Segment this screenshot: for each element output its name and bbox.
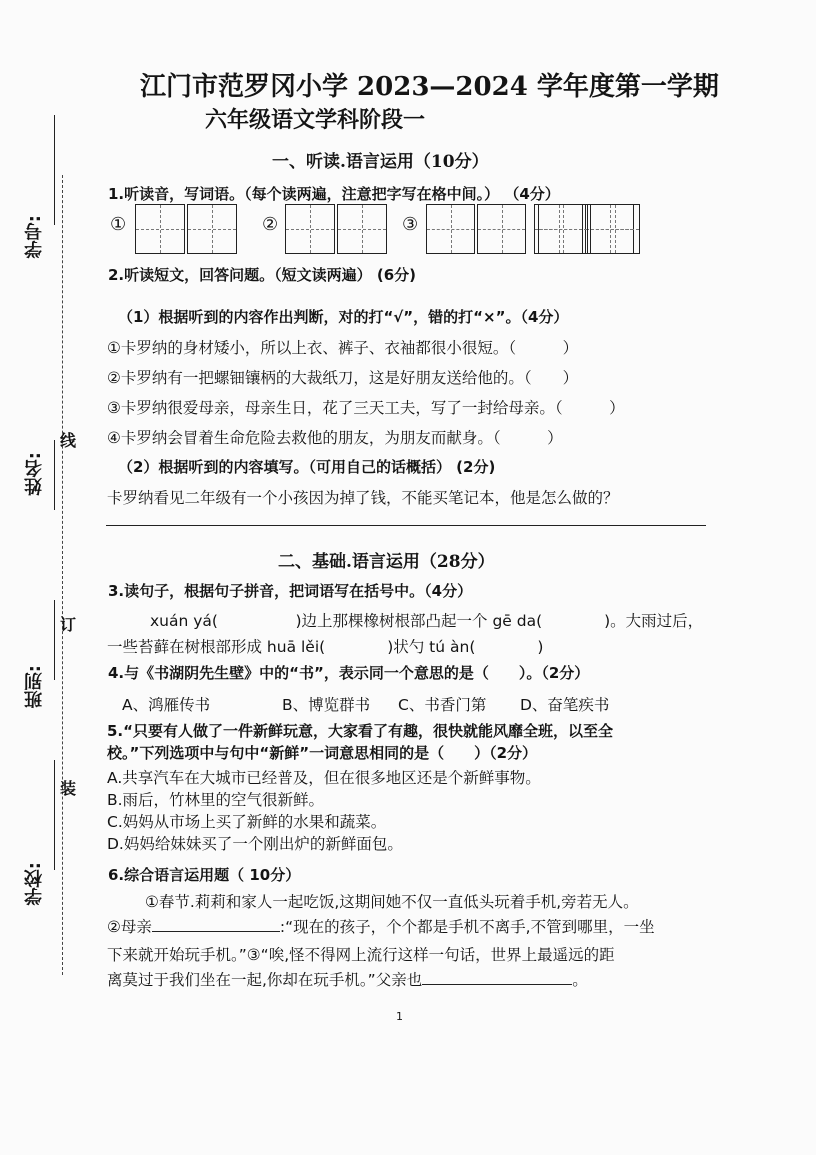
q5-option-d: D.妈妈给妹妹买了一个刚出炉的新鲜面包。 bbox=[107, 835, 403, 853]
q5-option-b: B.雨后，竹林里的空气很新鲜。 bbox=[107, 791, 325, 809]
q2-prompt: 2.听读短文，回答问题。（短文读两遍） (6分) bbox=[108, 266, 417, 284]
name-label: 姓名: bbox=[24, 452, 45, 496]
q6-line3: 下来就开始玩手机。”③“唉,怪不得网上流行这样一句话，世界上最遥远的距 bbox=[107, 946, 615, 964]
marker-2: ② bbox=[262, 214, 279, 235]
q6-line2-start: ②母亲 bbox=[107, 918, 152, 936]
q4-option-b: B、博览群书 bbox=[282, 696, 371, 714]
q4-option-a: A、鸿雁传书 bbox=[122, 696, 211, 714]
q6-blank-mother[interactable] bbox=[152, 931, 280, 932]
q6-blank-father[interactable] bbox=[422, 984, 572, 985]
section2-title: 二、基础.语言运用（28分） bbox=[278, 552, 495, 572]
q5-line1: 5.“只要有人做了一件新鲜玩意，大家看了有趣，很快就能风靡全班，以至全 bbox=[107, 722, 613, 740]
q4-prompt: 4.与《书湖阴先生壁》中的“书”，表示同一个意思的是（ ）。（2分） bbox=[108, 664, 590, 682]
id-underline bbox=[54, 115, 55, 225]
writing-grid-3b[interactable] bbox=[538, 204, 648, 254]
judge-item-1: ①卡罗纳的身材矮小，所以上衣、裤子、衣袖都很小很短。（ ） bbox=[107, 339, 579, 357]
q6-line2-end: :“现在的孩子，个个都是手机不离手,不管到哪里，一坐 bbox=[279, 918, 655, 936]
judge-item-3: ③卡罗纳很爱母亲，母亲生日，花了三天工夫，写了一封给母亲。（ ） bbox=[107, 399, 625, 417]
q5-line2: 校。”下列选项中与句中“新鲜”一词意思相同的是（ ）（2分） bbox=[107, 744, 538, 762]
page-subtitle: 六年级语文学科阶段一 bbox=[205, 107, 426, 133]
binding-dashed-line bbox=[62, 175, 63, 975]
q4-option-d: D、奋笔疾书 bbox=[520, 696, 610, 714]
q2-2-prompt: （2）根据听到的内容填写。（可用自己的话概括） (2分) bbox=[118, 458, 496, 476]
q4-option-c: C、书香门第 bbox=[398, 696, 487, 714]
q1-prompt: 1.听读音，写词语。（每个读两遍，注意把字写在格中间。） （4分） bbox=[108, 185, 560, 203]
q2-1-prompt: （1）根据听到的内容作出判断，对的打“√”，错的打“×”。（4分） bbox=[118, 308, 569, 326]
q6-line4-start: 离莫过于我们坐在一起,你却在玩手机。”父亲也 bbox=[107, 971, 423, 989]
school-label: 学校: bbox=[24, 862, 45, 906]
binding-mark-ding: 订 bbox=[60, 615, 77, 634]
q6-line4-end: 。 bbox=[572, 971, 588, 989]
marker-3: ③ bbox=[402, 214, 419, 235]
class-underline bbox=[54, 600, 55, 680]
q3-prompt: 3.读句子，根据句子拼音，把词语写在括号中。（4分） bbox=[108, 582, 473, 600]
binding-mark-line: 线 bbox=[60, 431, 77, 450]
page-number: 1 bbox=[396, 1010, 403, 1023]
name-underline bbox=[54, 440, 55, 510]
q6-line4 bbox=[107, 968, 588, 990]
q6-line2 bbox=[107, 915, 655, 937]
q5-option-c: C.妈妈从市场上买了新鲜的水果和蔬菜。 bbox=[107, 813, 387, 831]
marker-1: ① bbox=[110, 214, 127, 235]
writing-grid-2[interactable] bbox=[285, 204, 389, 254]
school-underline bbox=[54, 760, 55, 870]
q5-option-a: A.共享汽车在大城市已经普及，但在很多地区还是个新鲜事物。 bbox=[107, 769, 541, 787]
binding-mark-zhuang: 装 bbox=[60, 779, 77, 798]
q3-line2: 一些苔藓在树根部形成 huā lěi( )状勺 tú àn( ) bbox=[107, 638, 544, 656]
section1-title: 一、听读.语言运用（10分） bbox=[272, 152, 489, 172]
judge-item-2: ②卡罗纳有一把螺钿镶柄的大裁纸刀，这是好朋友送给他的。（ ） bbox=[107, 369, 579, 387]
q2-2-text: 卡罗纳看见二年级有一个小孩因为掉了钱，不能买笔记本，他是怎么做的？ bbox=[107, 489, 619, 507]
q6-line1: ①春节.莉莉和家人一起吃饭,这期间她不仅一直低头玩着手机,旁若无人。 bbox=[145, 893, 639, 911]
class-label: 班别: bbox=[24, 665, 45, 709]
section-divider bbox=[106, 525, 706, 526]
student-id-label: 学号: bbox=[24, 215, 45, 259]
q6-prompt: 6.综合语言运用题（ 10分） bbox=[108, 866, 301, 884]
writing-grid-1[interactable] bbox=[135, 204, 239, 254]
judge-item-4: ④卡罗纳会冒着生命危险去救他的朋友，为朋友而献身。（ ） bbox=[107, 429, 563, 447]
page-title: 江门市范罗冈小学 2023—2024 学年度第一学期 bbox=[140, 72, 719, 102]
q3-line1: xuán yá( )边上那棵橡树根部凸起一个 gē da( )。大雨过后， bbox=[150, 612, 704, 630]
